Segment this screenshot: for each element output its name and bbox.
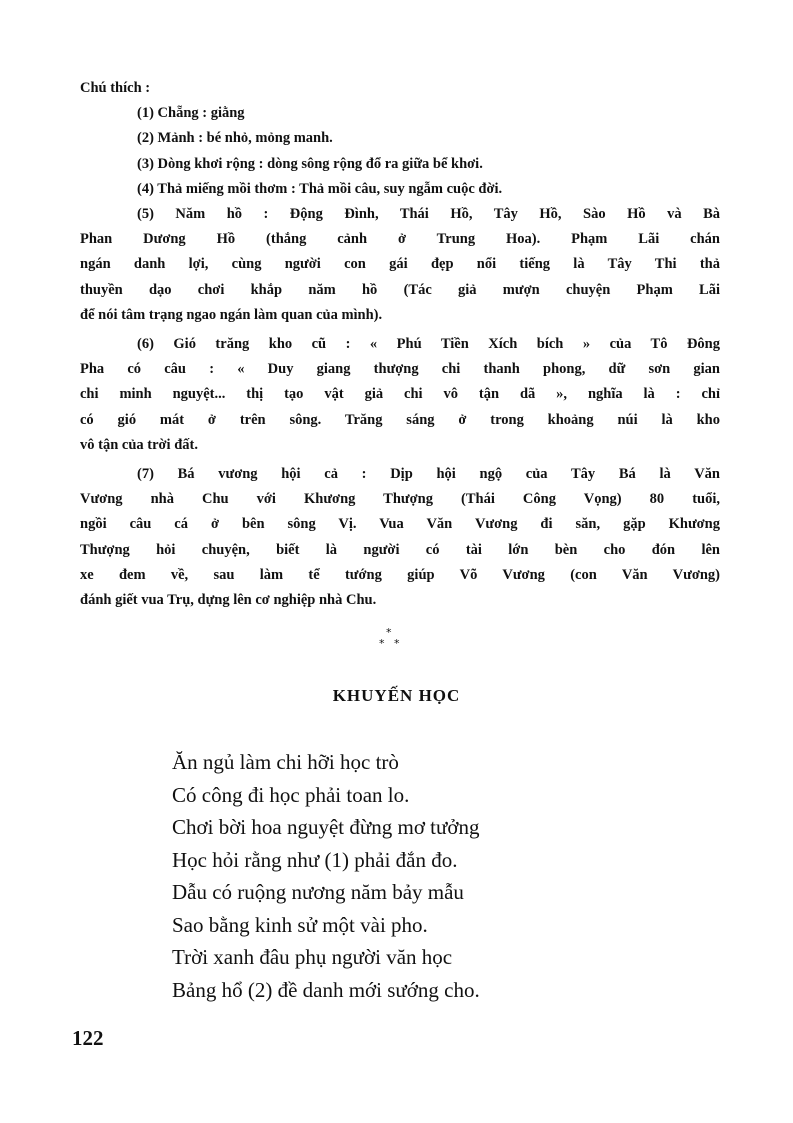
page-number: 122 <box>72 1026 104 1050</box>
poem-body <box>172 746 480 1006</box>
poem-line: Ăn ngủ làm chi hỡi học trò <box>172 750 399 774</box>
asterisk-icon: * <box>386 626 392 639</box>
footnote-6-line: Pha có câu : « Duy giang thượng chi thanh phong, dữ sơn gian <box>80 361 720 378</box>
poem-line: Dẫu có ruộng nương năm bảy mẫu <box>172 880 464 904</box>
poem-line: Bảng hổ (2) đề danh mới sướng cho. <box>172 977 480 1002</box>
footnote-6-line: chi minh nguyệt... thị tạo vật giả chi vô tận dã », nghĩa là : chỉ <box>80 386 720 403</box>
poem-line: Có công đi học phải toan lo. <box>172 782 410 807</box>
footnote-7-line: xe đem về, sau làm tể tướng giúp Võ Vương (con Văn Vương) <box>80 566 720 583</box>
footnotes <box>80 76 720 613</box>
footnote-7-line: (7) Bá vương hội cả : Dịp hội ngộ của Tây Bá là Văn <box>137 466 720 483</box>
footnote-5-line: Phan Dương Hồ (thắng cảnh ở Trung Hoa). Phạm Lãi chán <box>80 231 720 248</box>
footnote-5-line: thuyền dạo chơi khắp năm hồ (Tác giả mượn chuyện Phạm Lãi <box>80 281 720 298</box>
footnote-5-line: ngán danh lợi, cùng người con gái đẹp nổi tiếng là Tây Thi thả <box>80 256 720 273</box>
footnotes-heading: Chú thích : <box>80 80 151 96</box>
footnote-7-line: Vương nhà Chu với Khương Thượng (Thái Công Vọng) 80 tuổi, <box>80 491 720 508</box>
footnote-6-line: vô tận của trời đất. <box>80 436 198 453</box>
poem-line: Trời xanh đâu phụ người văn học <box>172 945 453 969</box>
poem-line: Chơi bời hoa nguyệt đừng mơ tưởng <box>172 815 480 839</box>
footnote-6-line: (6) Gió trăng kho cũ : « Phú Tiền Xích bích » của Tô Đông <box>137 336 720 353</box>
poem-title: KHUYẾN HỌC <box>332 686 461 705</box>
footnote-5-line: (5) Năm hồ : Động Đình, Thái Hồ, Tây Hồ, Sào Hồ và Bà <box>137 206 720 223</box>
footnote-7-line: ngồi câu cá ở bên sông Vị. Vua Văn Vương đi săn, gặp Khương <box>80 516 720 533</box>
footnote-6-line: có gió mát ở trên sông. Trăng sáng ở trong khoảng núi là kho <box>80 411 720 428</box>
footnote-5-line: để nói tâm trạng ngao ngán làm quan của mình). <box>80 306 383 323</box>
poem-line: Học hỏi rằng như (1) phải đắn đo. <box>172 847 458 872</box>
footnote-4: (4) Thả miếng mồi thơm : Thả mồi câu, suy ngẫm cuộc đời. <box>137 180 503 197</box>
footnote-3: (3) Dòng khơi rộng : dòng sông rộng đổ ra giữa bể khơi. <box>137 155 483 172</box>
footnote-1: (1) Chẵng : giằng <box>137 105 245 122</box>
asterisk-icon: * <box>394 637 400 650</box>
footnote-2: (2) Mảnh : bé nhỏ, mỏng manh. <box>137 130 333 147</box>
asterism-ornament <box>376 626 406 656</box>
footnote-7-line: Thượng hỏi chuyện, biết là người có tài lớn bèn cho đón lên <box>80 541 720 558</box>
poem-line: Sao bằng kinh sử một vài pho. <box>172 912 428 937</box>
footnote-7-line: đánh giết vua Trụ, dựng lên cơ nghiệp nhà Chu. <box>80 592 377 609</box>
asterisk-icon: * <box>379 637 385 650</box>
